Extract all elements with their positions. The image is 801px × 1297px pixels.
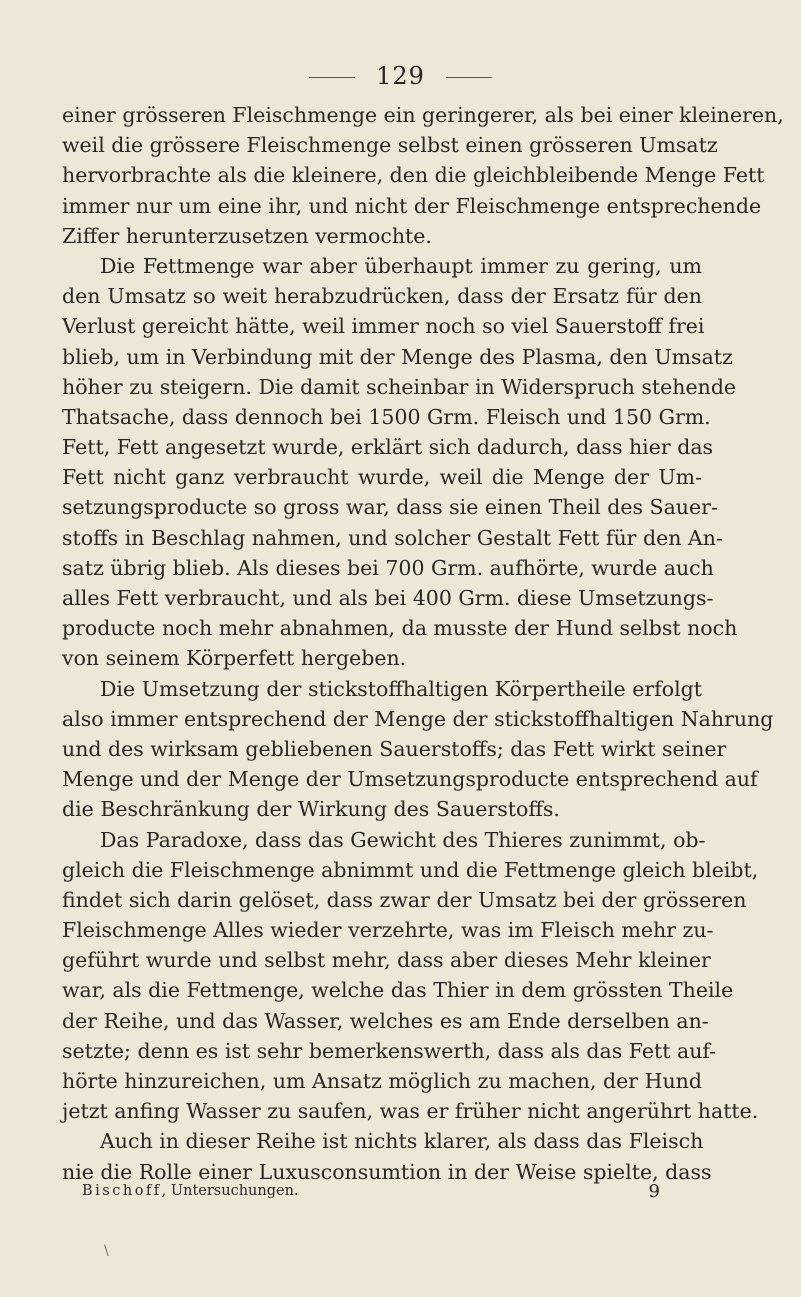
- footer-author: Bischoff: [82, 1183, 162, 1199]
- text-line: satz übrig blieb. Als dieses bei 700 Grm. aufhörte, wurde auch: [62, 555, 714, 580]
- paragraph-start: Das Paradoxe, dass das Gewicht des Thieres zunimmt, ob-: [100, 827, 706, 852]
- text-line: hervorbrachte als die kleinere, den die gleichbleibende Menge Fett: [62, 163, 765, 188]
- header-dash-right: [446, 77, 492, 78]
- paragraph-start: Auch in dieser Reihe ist nichts klarer, als dass das Fleisch: [100, 1129, 704, 1154]
- text-line: Fett nicht ganz verbraucht wurde, weil die Menge der Um-: [62, 465, 702, 490]
- text-line: Verlust gereicht hätte, weil immer noch so viel Sauerstoff frei: [62, 314, 705, 339]
- text-line: von seinem Körperfett hergeben.: [62, 646, 407, 671]
- header-dash-left: [309, 77, 355, 78]
- text-line: und des wirksam gebliebenen Sauerstoffs; das Fett wirkt seiner: [62, 736, 727, 761]
- text-line: setzungsproducte so gross war, dass sie einen Theil des Sauer-: [62, 495, 718, 520]
- text-line: findet sich darin gelöset, dass zwar der Umsatz bei der grösseren: [62, 887, 747, 912]
- footer-citation: [82, 1183, 299, 1202]
- text-line: immer nur um eine ihr, und nicht der Fleischmenge entsprechende: [62, 193, 762, 218]
- text-line: hörte hinzureichen, um Ansatz möglich zu machen, der Hund: [62, 1069, 702, 1093]
- text-line: setzte; denn es ist sehr bemerkenswerth, dass als das Fett auf-: [62, 1038, 717, 1063]
- page-number: 129: [376, 62, 425, 90]
- text-line: alles Fett verbraucht, und als bei 400 Grm. diese Umsetzungs-: [62, 586, 714, 610]
- text-line: blieb, um in Verbindung mit der Menge des Plasma, den Umsatz: [62, 344, 733, 369]
- text-line: war, als die Fettmenge, welche das Thier in dem grössten Theile: [62, 978, 734, 1003]
- sheet-signature: 9: [648, 1181, 660, 1202]
- paragraph-start: Die Fettmenge war aber überhaupt immer zu gering, um: [100, 253, 702, 278]
- paragraph-start: Die Umsetzung der stickstoffhaltigen Körpertheile erfolgt: [100, 676, 702, 701]
- text-line: Ziffer herunterzusetzen vermochte.: [62, 223, 432, 248]
- text-line: geführt wurde und selbst mehr, dass aber dieses Mehr kleiner: [62, 948, 711, 973]
- text-line: Fett, Fett angesetzt wurde, erklärt sich dadurch, dass hier das: [62, 435, 714, 460]
- text-line: die Beschränkung der Wirkung des Sauerstoffs.: [62, 797, 560, 822]
- text-line: stoffs in Beschlag nahmen, und solcher Gestalt Fett für den An-: [62, 525, 723, 550]
- text-line: also immer entsprechend der Menge der stickstoffhaltigen Nahrung: [62, 706, 774, 731]
- text-line: jetzt anfing Wasser zu saufen, was er früher nicht angerührt hatte.: [62, 1099, 759, 1124]
- page-footer: [82, 1183, 660, 1202]
- text-line: Thatsache, dass dennoch bei 1500 Grm. Fleisch und 150 Grm.: [62, 404, 711, 429]
- page-header: [0, 62, 801, 90]
- text-line: gleich die Fleischmenge abnimmt und die Fettmenge gleich bleibt,: [62, 857, 759, 882]
- text-line: nie die Rolle einer Luxusconsumtion in der Weise spielte, dass: [62, 1159, 712, 1184]
- text-line: Menge und der Menge der Umsetzungsproducte entsprechend auf: [62, 767, 758, 792]
- text-line: weil die grössere Fleischmenge selbst einen grösseren Umsatz: [62, 133, 718, 158]
- body-text: [62, 100, 784, 1187]
- footer-title: , Untersuchungen.: [161, 1183, 299, 1199]
- text-line: einer grösseren Fleischmenge ein geringerer, als bei einer kleineren,: [62, 103, 784, 127]
- text-line: Fleischmenge Alles wieder verzehrte, was im Fleisch mehr zu-: [62, 918, 714, 943]
- text-line: producte noch mehr abnahmen, da musste der Hund selbst noch: [62, 616, 738, 641]
- text-line: höher zu steigern. Die damit scheinbar in Widerspruch stehende: [62, 374, 737, 399]
- text-line: den Umsatz so weit herabzudrücken, dass der Ersatz für den: [62, 284, 702, 309]
- stray-mark: \: [104, 1243, 109, 1259]
- text-line: der Reihe, und das Wasser, welches es am Ende derselben an-: [62, 1008, 709, 1033]
